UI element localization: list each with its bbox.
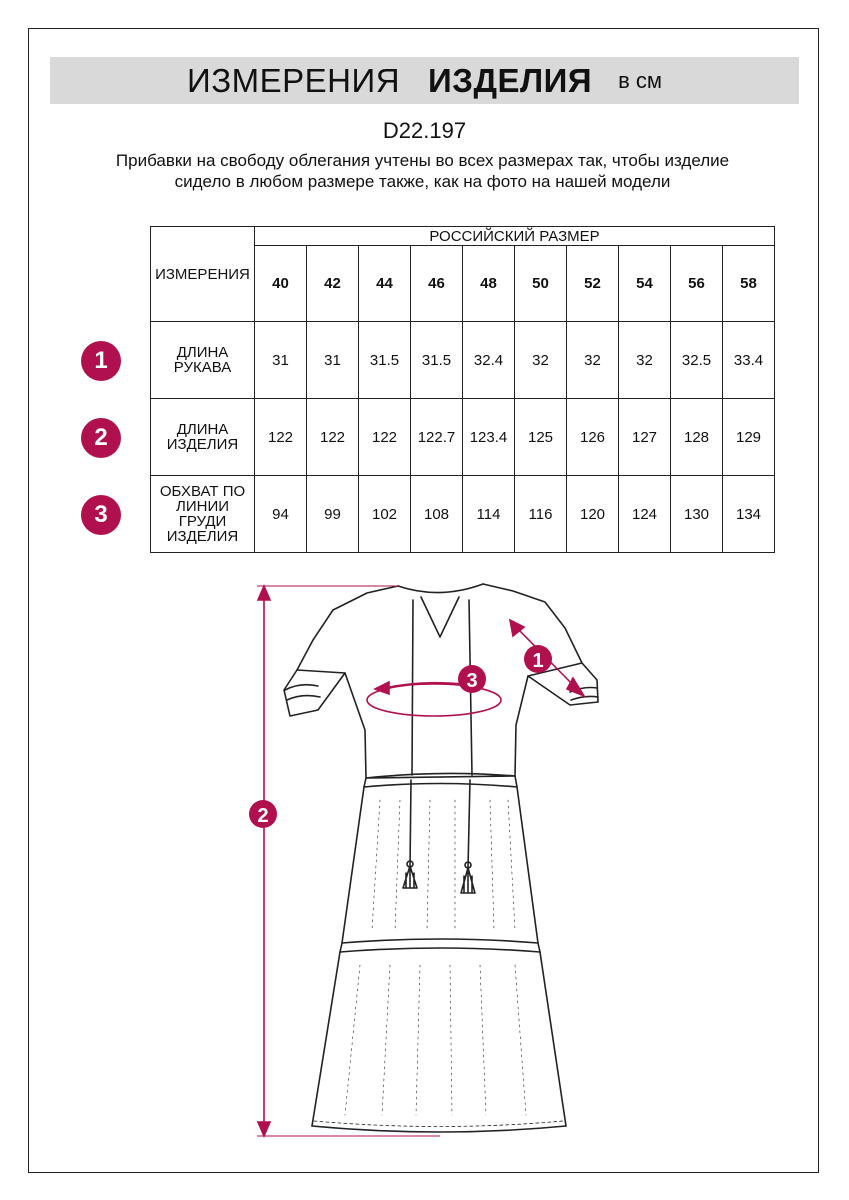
row-label-line: ИЗДЕЛИЯ <box>166 436 239 453</box>
table-cell: 32 <box>515 322 567 399</box>
table-cell: 125 <box>515 399 567 476</box>
table-cell: 32 <box>619 322 671 399</box>
table-cell: 32.5 <box>671 322 723 399</box>
waist-seam <box>364 773 517 787</box>
table-cell: 124 <box>619 476 671 553</box>
table-cell: 120 <box>567 476 619 553</box>
size-header: 48 <box>463 246 515 322</box>
table-cell: 31.5 <box>411 322 463 399</box>
table-cell: 126 <box>567 399 619 476</box>
size-header: 40 <box>255 246 307 322</box>
size-header: 56 <box>671 246 723 322</box>
table-cell: 102 <box>359 476 411 553</box>
row-number-badge-2: 2 <box>81 418 121 458</box>
size-header: 44 <box>359 246 411 322</box>
title-unit: в см <box>618 67 662 93</box>
fit-note: Прибавки на свободу облегания учтены во всех размерах так, чтобы изделие сидело в любом размере также, как на фото на нашей модели <box>115 151 730 191</box>
size-group-label: РОССИЙСКИЙ РАЗМЕР <box>255 227 775 246</box>
table-cell: 122.7 <box>411 399 463 476</box>
table-cell: 122 <box>255 399 307 476</box>
dress-tie-left <box>410 600 413 868</box>
skirt-upper-tier <box>342 787 538 943</box>
tassel-right-icon <box>461 868 475 893</box>
title-bold: ИЗДЕЛИЯ <box>428 61 593 99</box>
dress-v-neck <box>421 597 459 637</box>
skirt-lower-tier <box>312 952 566 1126</box>
table-cell: 127 <box>619 399 671 476</box>
row-number-badge-1: 1 <box>81 341 121 381</box>
dress-hem <box>312 1126 566 1132</box>
size-header: 54 <box>619 246 671 322</box>
table-cell: 122 <box>307 399 359 476</box>
tassel-left-icon <box>403 866 417 888</box>
row-label-line: ДЛИНА <box>176 344 229 361</box>
table-cell: 123.4 <box>463 399 515 476</box>
table-cell: 122 <box>359 399 411 476</box>
table-cell: 114 <box>463 476 515 553</box>
table-cell: 32 <box>567 322 619 399</box>
table-cell: 31 <box>307 322 359 399</box>
size-header: 58 <box>723 246 775 322</box>
table-cell: 129 <box>723 399 775 476</box>
row-label-line: ДЛИНА <box>176 421 229 438</box>
corner-label: ИЗМЕРЕНИЯ <box>151 227 255 322</box>
table-cell: 99 <box>307 476 359 553</box>
dress-tie-right <box>468 600 472 868</box>
table-cell: 31 <box>255 322 307 399</box>
title-main: ИЗМЕРЕНИЯ <box>186 61 401 99</box>
size-header: 42 <box>307 246 359 322</box>
article-code: D22.197 <box>382 118 467 143</box>
table-cell: 134 <box>723 476 775 553</box>
tier-seam <box>340 939 540 952</box>
dress-neckline <box>398 584 483 593</box>
table-cell: 116 <box>515 476 567 553</box>
table-cell: 108 <box>411 476 463 553</box>
size-header: 52 <box>567 246 619 322</box>
row-number-badge-3: 3 <box>81 495 121 535</box>
table-cell: 32.4 <box>463 322 515 399</box>
arrow-up-icon <box>258 586 270 600</box>
diagram-markers <box>249 645 552 828</box>
row-label-line: ОБХВАТ ПО <box>159 483 246 500</box>
table-cell: 31.5 <box>359 322 411 399</box>
size-header: 46 <box>411 246 463 322</box>
row-label-line: ИЗДЕЛИЯ <box>166 528 239 545</box>
row-label-line: ГРУДИ <box>178 513 227 530</box>
marker-3-label: 3 <box>466 670 478 692</box>
row-label-line: ЛИНИИ <box>175 498 230 515</box>
marker-2-label: 2 <box>257 805 269 827</box>
table-cell: 128 <box>671 399 723 476</box>
row-label-line: РУКАВА <box>173 359 232 376</box>
table-cell: 130 <box>671 476 723 553</box>
table-cell: 33.4 <box>723 322 775 399</box>
marker-1-label: 1 <box>532 650 544 672</box>
table-cell: 94 <box>255 476 307 553</box>
sleeve-left-cuff <box>284 670 345 716</box>
arrow-down-icon <box>258 1122 270 1136</box>
size-header: 50 <box>515 246 567 322</box>
